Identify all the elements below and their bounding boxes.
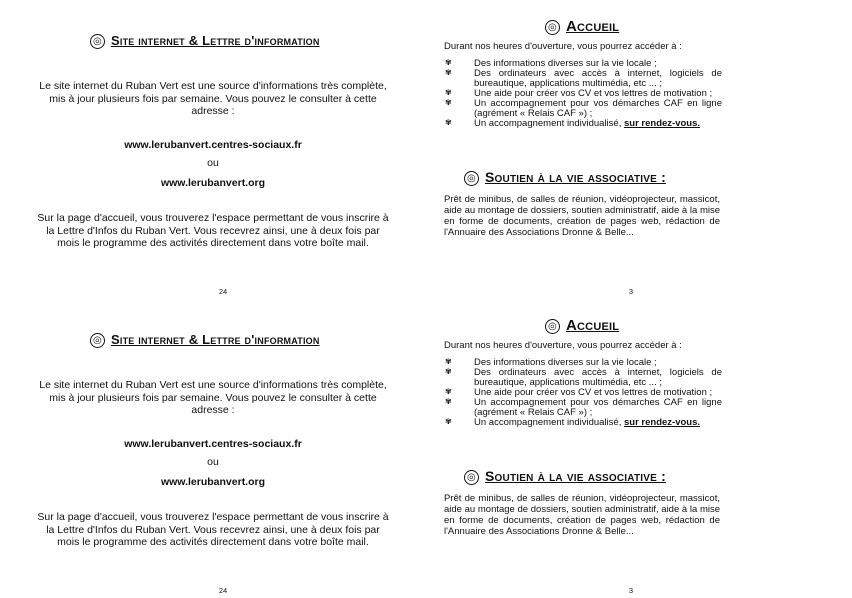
accueil-heading: ◎ Accueil bbox=[545, 317, 619, 334]
flower-bullet-icon: ✾ bbox=[445, 357, 452, 366]
flower-bullet-icon: ✾ bbox=[445, 417, 452, 426]
soutien-heading: ◎ Soutien à la vie associative : bbox=[464, 468, 666, 485]
flower-bullet-icon: ✾ bbox=[445, 68, 452, 77]
site-url-1[interactable]: www.lerubanvert.centres-sociaux.fr bbox=[124, 438, 302, 450]
list-item: ✾ Des ordinateurs avec accès à internet, logiciels de bureautique, applications multimédia, etc ... ; bbox=[445, 367, 722, 388]
page-left-top bbox=[0, 0, 426, 299]
spiral-icon: ◎ bbox=[90, 333, 105, 348]
appointment-emphasis: sur rendez-vous. bbox=[623, 118, 701, 129]
list-item: ✾ Un accompagnement individualisé, sur rendez-vous. bbox=[445, 417, 701, 428]
spiral-icon: ◎ bbox=[545, 319, 560, 334]
accueil-intro: Durant nos heures d'ouverture, vous pourrez accéder à : bbox=[444, 41, 682, 52]
list-item: ✾ Des ordinateurs avec accès à internet, logiciels de bureautique, applications multimédia, etc ... ; bbox=[445, 68, 722, 89]
spiral-icon: ◎ bbox=[464, 171, 479, 186]
or-text: ou bbox=[207, 456, 219, 468]
soutien-text: Prêt de minibus, de salles de réunion, vidéoprojecteur, massicot, aide au montage de dossiers, soutien administratif, aide à la mise en forme de documents, création de pages web, rédaction de l'Annuaire des Associations Dronne & Belle... bbox=[444, 194, 720, 238]
appointment-emphasis: sur rendez-vous. bbox=[623, 417, 701, 428]
page-number: 3 bbox=[628, 586, 634, 595]
flower-bullet-icon: ✾ bbox=[445, 98, 452, 107]
page-number: 24 bbox=[218, 586, 228, 595]
accueil-bullet-list bbox=[444, 59, 722, 129]
accueil-bullet-list bbox=[444, 358, 722, 428]
spiral-icon: ◎ bbox=[464, 470, 479, 485]
list-item: ✾ Des informations diverses sur la vie locale ; bbox=[445, 58, 657, 69]
site-heading: ◎ Site internet & Lettre d'information bbox=[90, 33, 320, 49]
page-number: 24 bbox=[218, 287, 228, 296]
list-item: ✾ Une aide pour créer vos CV et vos lettres de motivation ; bbox=[445, 88, 713, 99]
or-text: ou bbox=[207, 157, 219, 169]
flower-bullet-icon: ✾ bbox=[445, 397, 452, 406]
flower-bullet-icon: ✾ bbox=[445, 367, 452, 376]
soutien-text: Prêt de minibus, de salles de réunion, vidéoprojecteur, massicot, aide au montage de dossiers, soutien administratif, aide à la mise en forme de documents, création de pages web, rédaction de l'Annuaire des Associations Dronne & Belle... bbox=[444, 493, 720, 537]
site-intro: Le site internet du Ruban Vert est une source d'informations très complète, mis à jour plusieurs fois par semaine. Vous pouvez le consulter à cette adresse : bbox=[39, 379, 387, 416]
list-item: ✾ Une aide pour créer vos CV et vos lettres de motivation ; bbox=[445, 387, 713, 398]
flower-bullet-icon: ✾ bbox=[445, 88, 452, 97]
site-url-2[interactable]: www.lerubanvert.org bbox=[160, 476, 266, 488]
list-item: ✾ Un accompagnement pour vos démarches CAF en ligne (agrément « Relais CAF ») ; bbox=[445, 397, 722, 418]
flower-bullet-icon: ✾ bbox=[445, 118, 452, 127]
site-outro: Sur la page d'accueil, vous trouverez l'espace permettant de vous inscrire à la Lettre d'Infos du Ruban Vert. Vous recevrez ainsi, une à deux fois par mois le programme des activités directement dans votre boîte mail. bbox=[37, 511, 389, 548]
page-right-bottom bbox=[426, 299, 852, 598]
accueil-heading: ◎ Accueil bbox=[545, 18, 619, 35]
page-left-bottom bbox=[0, 299, 426, 598]
site-url-1[interactable]: www.lerubanvert.centres-sociaux.fr bbox=[124, 139, 302, 151]
flower-bullet-icon: ✾ bbox=[445, 387, 452, 396]
list-item: ✾ Des informations diverses sur la vie locale ; bbox=[445, 357, 657, 368]
accueil-intro: Durant nos heures d'ouverture, vous pourrez accéder à : bbox=[444, 340, 682, 351]
page-number: 3 bbox=[628, 287, 634, 296]
soutien-heading: ◎ Soutien à la vie associative : bbox=[464, 169, 666, 186]
site-url-2[interactable]: www.lerubanvert.org bbox=[160, 177, 266, 189]
flower-bullet-icon: ✾ bbox=[445, 58, 452, 67]
list-item: ✾ Un accompagnement pour vos démarches CAF en ligne (agrément « Relais CAF ») ; bbox=[445, 98, 722, 119]
list-item: ✾ Un accompagnement individualisé, sur rendez-vous. bbox=[445, 118, 701, 129]
spiral-icon: ◎ bbox=[90, 34, 105, 49]
page-right-top bbox=[426, 0, 852, 299]
site-intro: Le site internet du Ruban Vert est une source d'informations très complète, mis à jour plusieurs fois par semaine. Vous pouvez le consulter à cette adresse : bbox=[39, 80, 387, 117]
site-heading: ◎ Site internet & Lettre d'information bbox=[90, 332, 320, 348]
spiral-icon: ◎ bbox=[545, 20, 560, 35]
site-outro: Sur la page d'accueil, vous trouverez l'espace permettant de vous inscrire à la Lettre d'Infos du Ruban Vert. Vous recevrez ainsi, une à deux fois par mois le programme des activités directement dans votre boîte mail. bbox=[37, 212, 389, 249]
